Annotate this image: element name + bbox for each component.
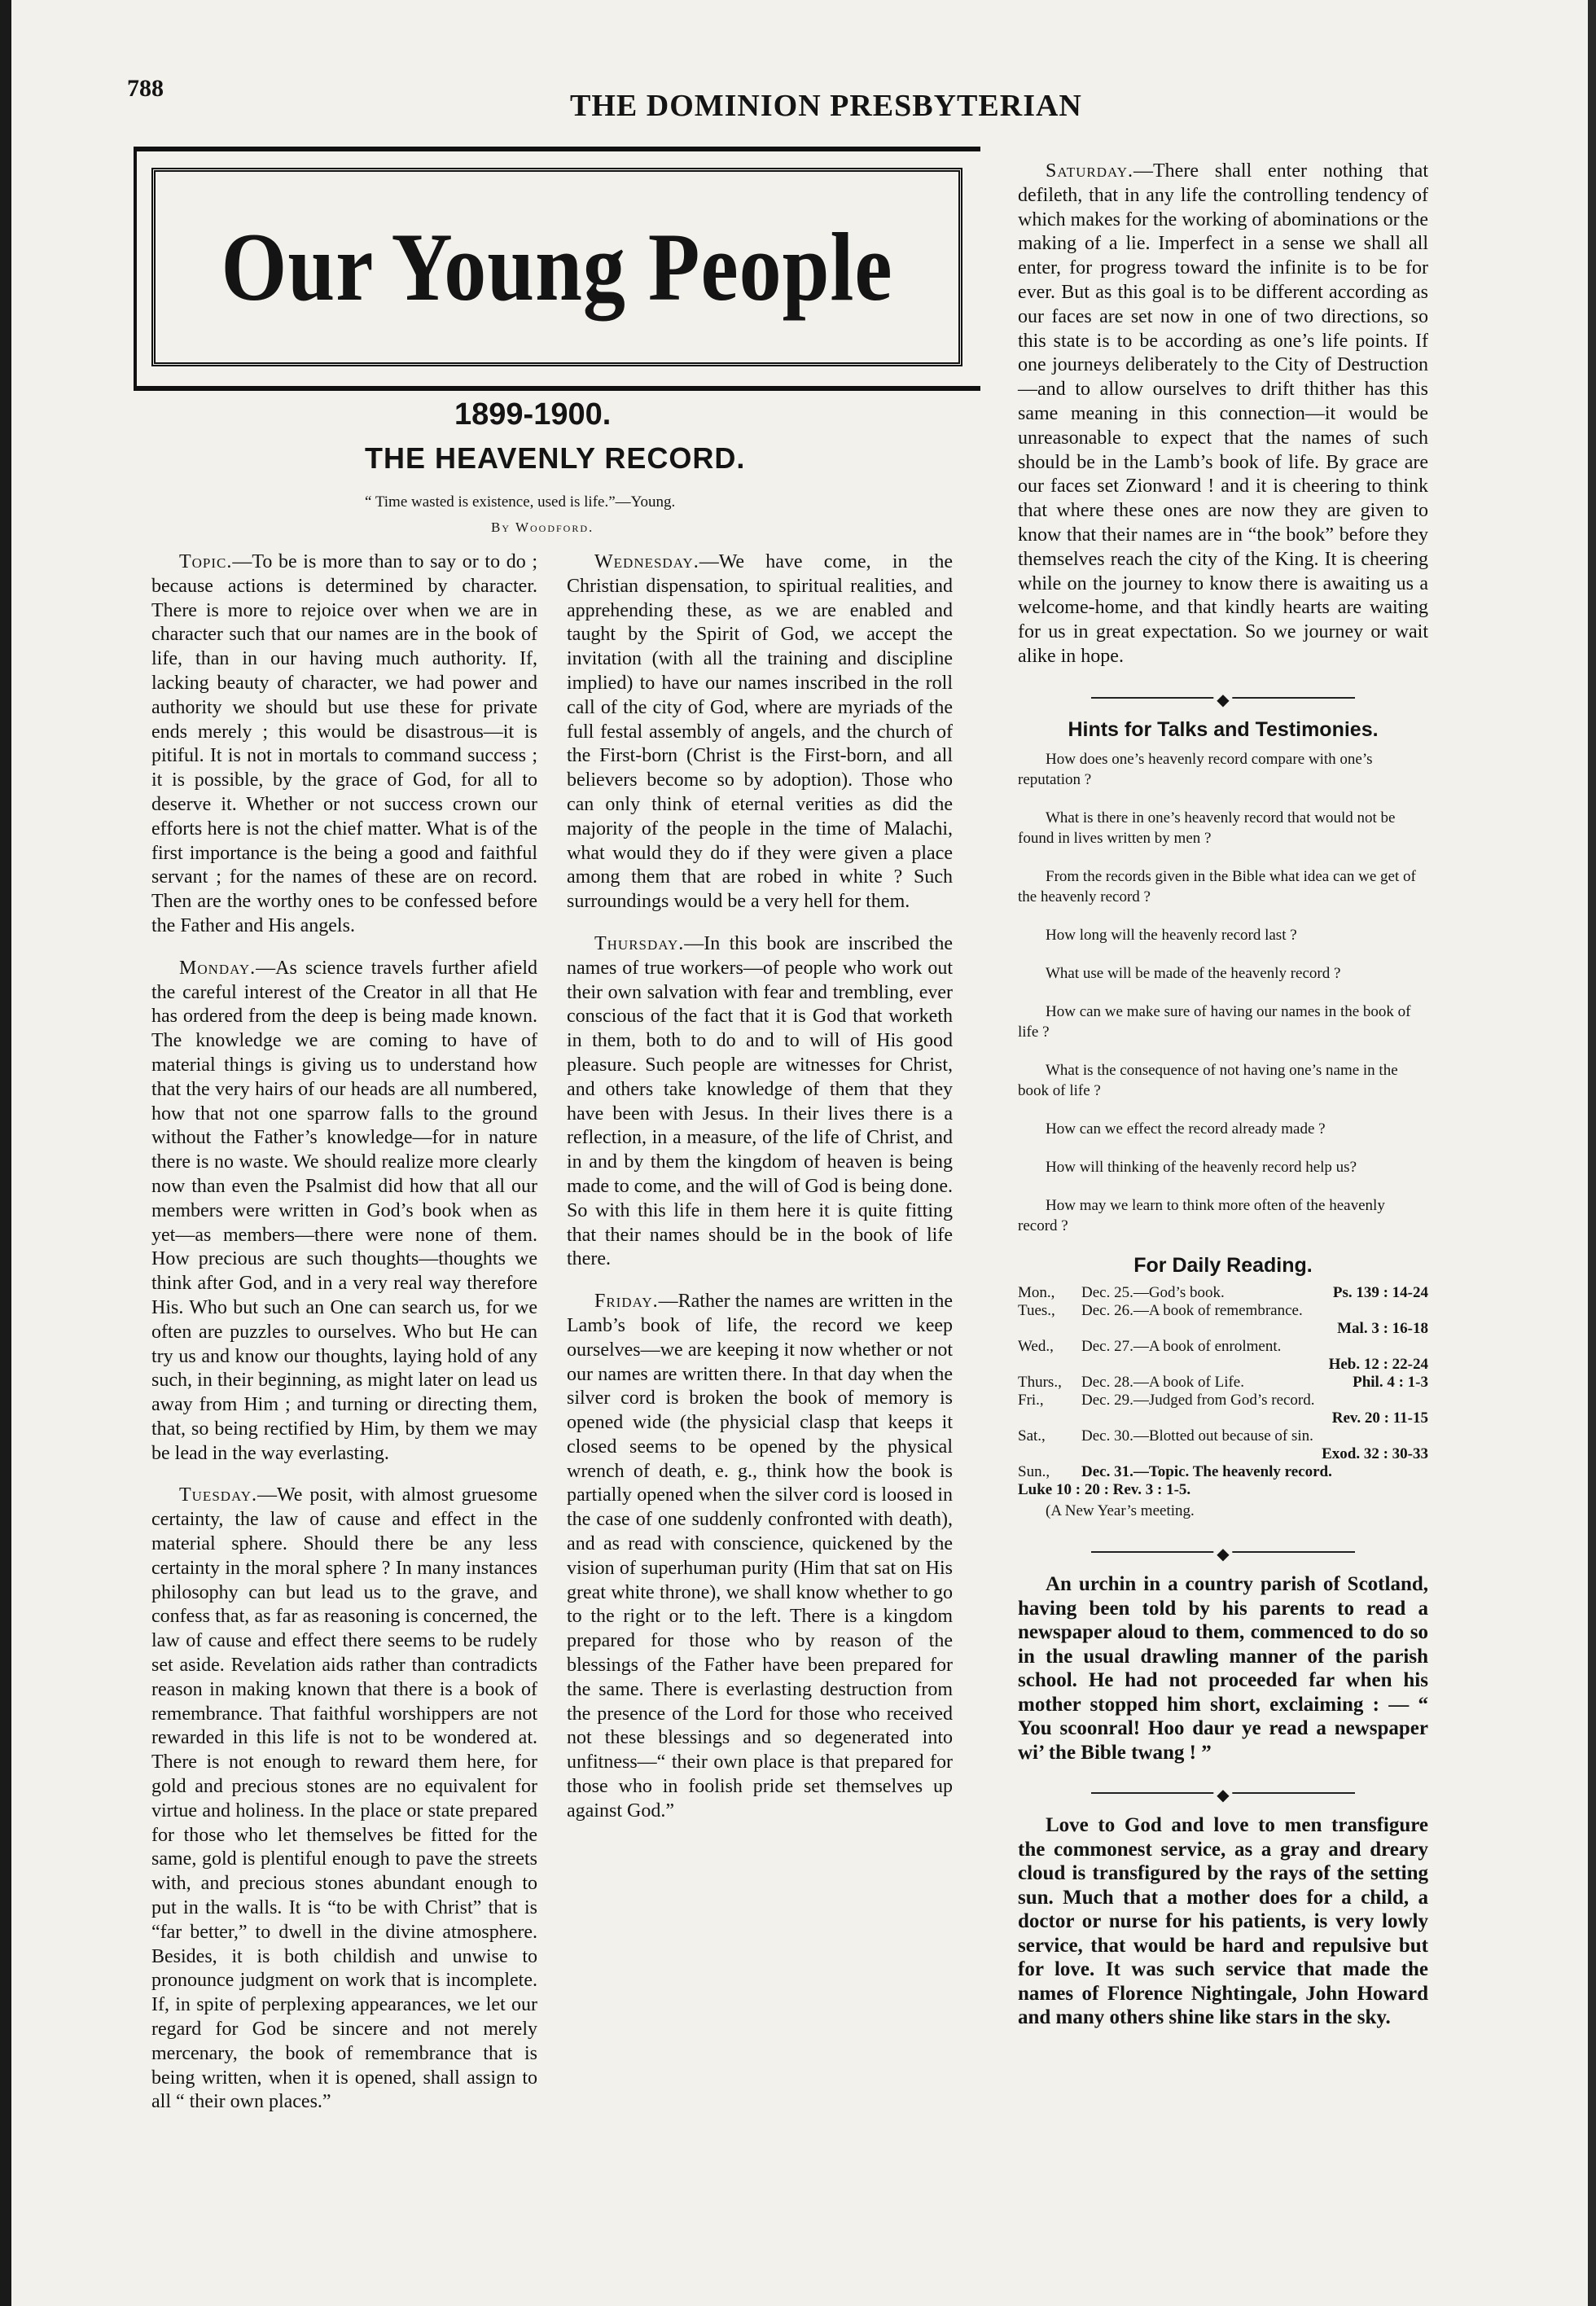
scan-edge-right bbox=[1588, 0, 1596, 2306]
separator-rule bbox=[1018, 687, 1428, 708]
hint-item: How may we learn to think more often of the heavenly record ? bbox=[1018, 1196, 1385, 1234]
reading-ref: Heb. 12 : 22-24 bbox=[1328, 1356, 1428, 1374]
hint-item: How can we effect the record already made ? bbox=[1046, 1120, 1326, 1138]
separator-ornament: ◆ bbox=[1213, 1543, 1232, 1567]
reading-day: Mon., bbox=[1018, 1284, 1055, 1302]
reading-meeting-note: (A New Year’s meeting. bbox=[1046, 1502, 1195, 1520]
paragraph-label: Monday. bbox=[179, 957, 256, 979]
reading-ref bbox=[1319, 1338, 1428, 1356]
paragraph-label: Friday. bbox=[594, 1291, 659, 1313]
reading-day: Wed., bbox=[1018, 1338, 1054, 1356]
paragraph-label: Thursday. bbox=[594, 932, 685, 954]
daily-reading-table bbox=[1018, 1284, 1428, 1499]
reading-text: Dec. 25.—God’s book. bbox=[1081, 1284, 1225, 1302]
hint-item: How will thinking of the heavenly record help us? bbox=[1046, 1158, 1357, 1176]
reading-ref: Ps. 139 : 14-24 bbox=[1332, 1284, 1428, 1302]
anecdote bbox=[1018, 1572, 1428, 1765]
paragraph-wednesday bbox=[567, 550, 953, 914]
hint-item: What is there in one’s heavenly record that would not be found in lives written by men ? bbox=[1018, 809, 1396, 847]
reading-text: Dec. 27.—A book of enrolment. bbox=[1081, 1338, 1282, 1356]
reading-day bbox=[1018, 1356, 1081, 1374]
separator-rule bbox=[1018, 1782, 1428, 1804]
hint-item: How can we make sure of having our names in the book of life ? bbox=[1018, 1002, 1411, 1041]
reading-text: Dec. 26.—A book of remembrance. bbox=[1081, 1302, 1303, 1320]
separator-ornament: ◆ bbox=[1213, 689, 1232, 713]
reading-topic-refs: Luke 10 : 20 : Rev. 3 : 1-5. bbox=[1018, 1481, 1191, 1499]
hint-item: What use will be made of the heavenly record ? bbox=[1046, 964, 1341, 982]
reading-row-sunday bbox=[1018, 1463, 1428, 1481]
paragraph-label: Saturday. bbox=[1046, 160, 1134, 182]
reading-row bbox=[1018, 1302, 1428, 1320]
daily-reading-title: For Daily Reading. bbox=[1133, 1253, 1313, 1277]
reading-day bbox=[1018, 1320, 1081, 1338]
reading-day: Tues., bbox=[1018, 1302, 1055, 1320]
running-head: THE DOMINION PRESBYTERIAN bbox=[570, 89, 1082, 123]
paragraph-text: —Rather the names are written in the Lamb’s book of life, the record we keep ourselves—we are keeping it now whether or not our names are written there. In that day when the silver cord is broken the book of memory is opened wide (the physicial clasp that keeps it closed seems to be opened by the physical wrench of death, e. g., think how the book is partially opened when the silver cord is loosed in the case of one suddenly confronted with death), and as read with conscience, quickened by the vision of superhuman purity (Him that sat on His great white throne), we shall know whether to go to the right or to the left. There is a kingdom prepared for those who by reason of the blessings of the Father have been prepared for the same. There is everlasting destruction from the presence of the Lord for those who received not these blessings and so degenerated into unfitness—“ their own place is that prepared for those who in foolish pride set themselves up against God.” bbox=[567, 1291, 953, 1822]
reading-ref bbox=[1319, 1427, 1428, 1445]
reading-row bbox=[1018, 1374, 1428, 1392]
banner-title: Our Young People bbox=[221, 213, 893, 322]
banner-frame bbox=[151, 168, 962, 366]
reading-row bbox=[1018, 1445, 1428, 1463]
reading-text bbox=[1081, 1356, 1319, 1374]
reading-text: Dec. 28.—A book of Life. bbox=[1081, 1374, 1244, 1392]
page-number: 788 bbox=[127, 75, 164, 102]
hints-list bbox=[1018, 749, 1428, 1236]
reading-ref: Mal. 3 : 16-18 bbox=[1337, 1320, 1428, 1338]
reading-day: Fri., bbox=[1018, 1392, 1044, 1409]
paragraph-label: Tuesday. bbox=[179, 1484, 258, 1506]
reading-day: Thurs., bbox=[1018, 1374, 1062, 1392]
article-byline: By Woodford. bbox=[491, 520, 594, 535]
paragraph-topic bbox=[151, 550, 537, 939]
paragraph-text: —To be is more than to say or to do ; because actions is determined by character. There is more to rejoice over when we are in character such that our names are in the book of life, than in our having much authority. If, lacking beauty of character, we had power and authority we should but use these for private ends merely ; this would be disastrous—it is pitiful. It is not in mortals to command success ; it is possible, by the grace of God, for all to deserve it. Whether or not success crown our efforts here is not the chief matter. What is of the first importance is the being a good and faithful servant ; for the names of these are on record. Then are the worthy ones to be confessed before the Father and His angels. bbox=[151, 551, 537, 936]
scan-edge-left bbox=[0, 0, 11, 2306]
reading-day bbox=[1018, 1445, 1081, 1463]
column-2 bbox=[567, 550, 953, 1842]
hint-item: How does one’s heavenly record compare with one’s reputation ? bbox=[1018, 750, 1373, 788]
reading-row bbox=[1018, 1427, 1428, 1445]
hints-title: Hints for Talks and Testimonies. bbox=[1068, 717, 1379, 741]
separator-rule bbox=[1018, 1541, 1428, 1563]
section-banner bbox=[134, 147, 980, 391]
paragraph-text: —As science travels further afield the careful interest of the Creator in all that He has ordered from the deep is being made known. The knowledge we are coming to have of material things is giving us to understand how that the very hairs of our heads are all numbered, how that not one sparrow falls to the ground without the Father’s knowledge—for in nature there is no waste. We should realize more clearly now than even the Psalmist did how that all our members were written in God’s book when as yet—as members—there were none of them. How precious are such thoughts—thoughts we think after God, and in a very real way therefore His. Who but such an One can search us, for we often are puzzles to ourselves. Who but He can try us and know our thoughts, laying hold of any such, in their beginning, as might later on lead us away from Him ; and turning or directing them, that, so being rectified by Him, by them we may be lead in the way everlasting. bbox=[151, 957, 537, 1464]
column-1 bbox=[151, 550, 537, 2133]
reading-ref bbox=[1319, 1392, 1428, 1409]
reading-row bbox=[1018, 1392, 1428, 1409]
reading-row bbox=[1018, 1284, 1428, 1302]
reading-day: Sat., bbox=[1018, 1427, 1046, 1445]
reading-text: Dec. 29.—Judged from God’s record. bbox=[1081, 1392, 1315, 1409]
hint-item: From the records given in the Bible what idea can we get of the heavenly record ? bbox=[1018, 867, 1416, 905]
separator-ornament: ◆ bbox=[1213, 1784, 1232, 1808]
paragraph-label: Wednesday. bbox=[594, 551, 699, 572]
paragraph-thursday bbox=[567, 932, 953, 1272]
paragraph-text: —We have come, in the Christian dispensation, to spiritual realities, and apprehending these, as we are enabled and taught by the Spirit of God, we accept the invitation (with all the training and discipline implied) to have our names inscribed in the roll call of the city of God, where are myriads of the full festal assembly of angels, and the church of the First-born (Christ is the First-born, and all believers become so by adoption). Those who can only think of eternal verities as did the majority of the people in the time of Malachi, what would they do if they were given a place among them that are robed in white ? Such surroundings would be a very hell for them. bbox=[567, 551, 953, 913]
paragraph-monday bbox=[151, 957, 537, 1466]
closing-text: Love to God and love to men transfigure the commonest service, as a gray and dreary cloud is transfigured by the rays of the setting sun. Much that a mother does for a child, a doctor or nurse for his patients, is very lowly service, that would be hard and repulsive but for love. It was such service that made the names of Florence Nightingale, John Howard and many others shine like stars in the sky. bbox=[1018, 1814, 1428, 2029]
hint-item: What is the consequence of not having one’s name in the book of life ? bbox=[1018, 1061, 1398, 1099]
article-epigraph: “ Time wasted is existence, used is life.”—Young. bbox=[365, 493, 676, 511]
reading-topic: Dec. 31.—Topic. The heavenly record. bbox=[1081, 1463, 1332, 1481]
reading-row bbox=[1018, 1320, 1428, 1338]
column-3 bbox=[1018, 160, 1428, 2030]
reading-ref: Rev. 20 : 11-15 bbox=[1331, 1409, 1428, 1427]
paragraph-text: —There shall enter nothing that defileth, that in any life the controlling tendency of which makes for the working of abominations or the making of a lie. Imperfect in a sense we shall all enter, for progress toward the infinite is to be for ever. But as this goal is to be different according as our faces are set now in one of two directions, so this state is to be according as one’s life points. If one journeys deliberately to the City of Destruction—and to allow ourselves to drift thither has this same meaning in this connection—it would be unreasonable to expect that the names of such should be in the Lamb’s book of life. By grace are our faces set Zionward ! and it is cheering to think that where these ones are now they are given to know that their names are in “the book” before they themselves reach the city of the King. It is cheering while on the journey to know there is awaiting us a welcome-home, and that kindly hearts are waiting for us in great expectation. So we journey or wait alike in hope. bbox=[1018, 160, 1428, 667]
banner-rule bbox=[134, 150, 145, 386]
article-title: THE HEAVENLY RECORD. bbox=[365, 441, 746, 475]
reading-row bbox=[1018, 1338, 1428, 1356]
reading-ref: Phil. 4 : 1-3 bbox=[1353, 1374, 1428, 1392]
hint-item: How long will the heavenly record last ? bbox=[1046, 926, 1297, 944]
paragraph-tuesday bbox=[151, 1484, 537, 2115]
article-year: 1899-1900. bbox=[454, 397, 612, 432]
reading-day: Sun., bbox=[1018, 1463, 1050, 1481]
reading-ref: Exod. 32 : 30-33 bbox=[1322, 1445, 1428, 1463]
reading-text bbox=[1081, 1445, 1319, 1463]
anecdote-text: An urchin in a country parish of Scotland, having been told by his parents to read a newspaper aloud to them, commenced to do so in the usual drawling manner of the parish school. He had not proceeded far when his mother stopped him short, exclaiming : — “ You scoonral! Hoo daur ye read a newspaper wi’ the Bible twang ! ” bbox=[1018, 1573, 1428, 1764]
paragraph-text: —In this book are inscribed the names of true workers—of people who work out their own salvation with fear and trembling, ever conscious of the fact that it is God that worketh in them, both to do and to will of His good pleasure. Such people are witnesses for Christ, and others take knowledge of them that they have been with Jesus. In their lives there is a reflection, in a measure, of the life of Christ, and in and by them the kingdom of heaven is being made to come, and the will of God is being done. So with this life in them here it is quite fitting that their names should be in the book of life there. bbox=[567, 932, 953, 1270]
reading-ref bbox=[1319, 1302, 1428, 1320]
reading-row bbox=[1018, 1409, 1428, 1427]
paragraph-text: —We posit, with almost gruesome certainty, the law of cause and effect in the material sphere. Should there be any less certainty in the moral sphere ? In many instances philosophy can but lead us to the grave, and confess that, as far as reasoning is concerned, the law of cause and effect there seems to be rudely set aside. Revelation aids rather than contradicts reason in making known that there is a book of remembrance. That faithful worshippers are not rewarded in this life is not to be wondered at. There is not enough to reward them here, for gold and precious stones are no equivalent for virtue and holiness. In the place or state prepared for those who let themselves be fitted for the same, gold is plentiful enough to pave the streets with, and precious stones abundant enough to put in the walls. It is “to be with Christ” that is “far better,” to dwell in the divine atmosphere. Besides, it is both childish and unwise to pronounce judgment on work that is incomplete. If, in spite of perplexing appearances, we let our regard for God be sincere and not merely mercenary, the book of remembrance that is being written, when it is opened, shall assign to all “ their own places.” bbox=[151, 1484, 537, 2113]
reading-row-sunday-refs bbox=[1018, 1481, 1428, 1499]
reading-day bbox=[1018, 1409, 1081, 1427]
reading-text bbox=[1081, 1409, 1319, 1427]
reading-text bbox=[1081, 1320, 1319, 1338]
closing-paragraph bbox=[1018, 1813, 1428, 2030]
paragraph-friday bbox=[567, 1290, 953, 1824]
reading-text: Dec. 30.—Blotted out because of sin. bbox=[1081, 1427, 1313, 1445]
paragraph-saturday bbox=[1018, 160, 1428, 669]
reading-row bbox=[1018, 1356, 1428, 1374]
paragraph-label: Topic. bbox=[179, 551, 233, 572]
